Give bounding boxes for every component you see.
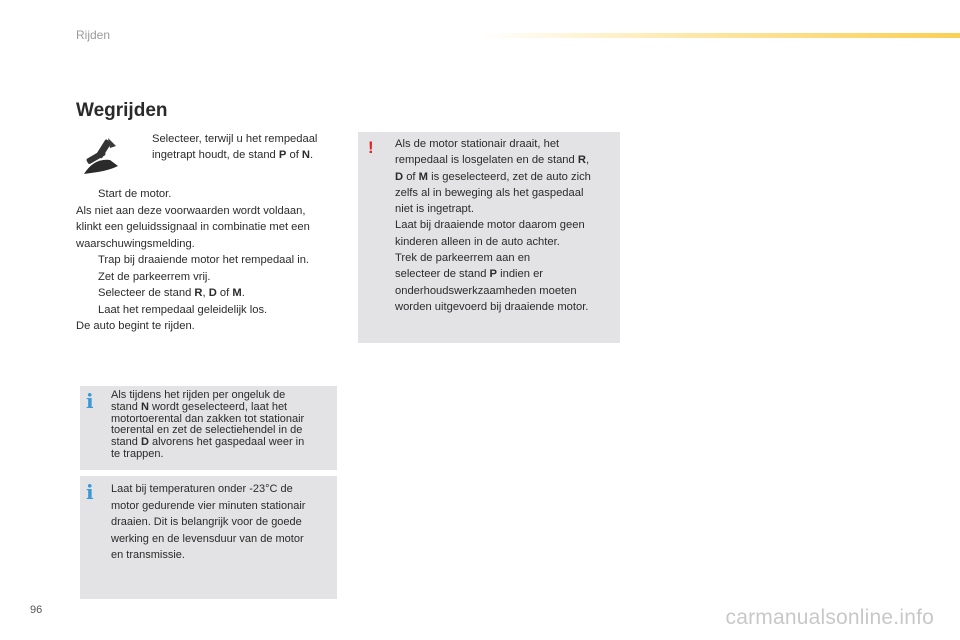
condition-line-2: klinkt een geluidssignaal in combinatie met een bbox=[76, 221, 310, 233]
step1-line1: Selecteer, terwijl u het rempedaal bbox=[152, 133, 318, 145]
step1-of: of bbox=[286, 149, 302, 161]
watermark: carmanualsonline.info bbox=[725, 606, 934, 629]
step-press-brake: Trap bij draaiende motor het rempedaal in. bbox=[98, 254, 310, 266]
info-box-temperature bbox=[80, 476, 337, 599]
section-tab: Rijden bbox=[76, 28, 111, 42]
info-box-neutral bbox=[80, 386, 337, 470]
header-rule bbox=[480, 33, 960, 38]
procedure-text bbox=[76, 186, 346, 335]
info-text: Als tijdens het rijden per ongeluk de stand N wordt geselecteerd, laat het motortoerental dan zakken tot stationair toerental en zet de selectiehendel in de stand D alvorens het gaspedaal weer in te trappen. bbox=[111, 389, 305, 460]
warning-box bbox=[358, 132, 620, 343]
step-release-brake: Laat het rempedaal geleidelijk los. bbox=[98, 303, 268, 316]
warning-text: Als de motor stationair draait, het rempedaal is losgelaten en de stand R, D of M is geselecteerd, zet de auto zich zelfs al in beweging als het gaspedaal niet is ingetrapt. Laat bij draaiende motor daarom geen kinderen alleen in de auto achter. Trek de parkeerrem aan en selecteer de stand P indien er onderhoudswerkzaamheden moeten worden uitgevoerd bij draaiende motor. bbox=[395, 138, 591, 313]
step-start-engine: Start de motor. bbox=[98, 188, 172, 200]
condition-line-1: Als niet aan deze voorwaarden wordt voldaan, bbox=[76, 204, 306, 217]
condition-line-3: waarschuwingsmelding. bbox=[76, 237, 195, 250]
info-icon: i bbox=[86, 480, 94, 504]
info-text: Laat bij temperaturen onder -23°C de motor gedurende vier minuten stationair draaien. Dit is belangrijk voor de goede werking en de levensduur van de motor en transmissie. bbox=[111, 483, 306, 562]
step-release-parking-brake: Zet de parkeerrem vrij. bbox=[98, 270, 211, 283]
warning-icon: ! bbox=[368, 138, 374, 157]
info-icon: i bbox=[86, 389, 94, 413]
step-select-gear bbox=[134, 131, 339, 163]
result-line: De auto begint te rijden. bbox=[76, 320, 195, 332]
gear-n: N bbox=[301, 149, 310, 161]
gear-p: P bbox=[278, 149, 287, 161]
step-select-drive: Selecteer de stand R, D of M. bbox=[98, 287, 245, 299]
page-title: Wegrijden bbox=[76, 100, 168, 121]
page-number: 96 bbox=[30, 604, 43, 616]
step1-period: . bbox=[310, 149, 314, 161]
step1-line2: ingetrapt houdt, de stand bbox=[152, 149, 279, 161]
brake-pedal-icon bbox=[80, 136, 124, 176]
